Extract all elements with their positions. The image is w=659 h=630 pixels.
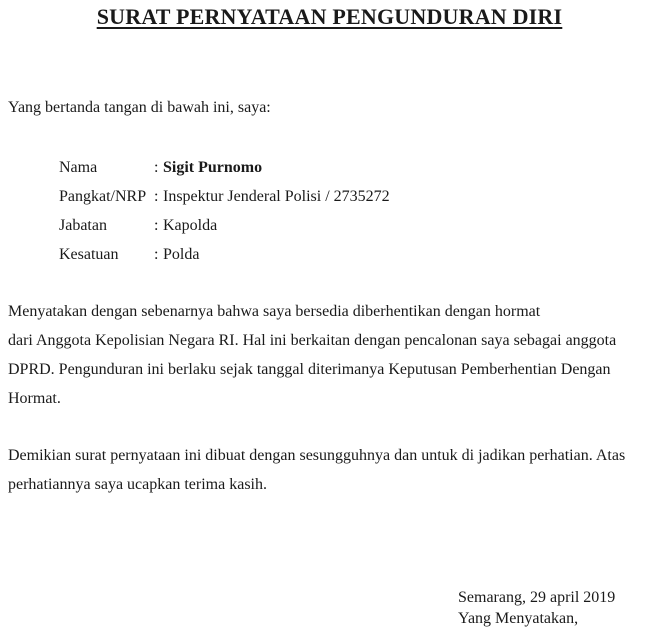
signature-block xyxy=(458,587,615,629)
field-value-position: Kapolda xyxy=(163,217,218,234)
field-label: Kesatuan xyxy=(59,246,119,263)
document-title: SURAT PERNYATAAN PENGUNDURAN DIRI xyxy=(96,4,563,29)
field-separator: : xyxy=(154,188,159,205)
field-value-rank: Inspektur Jenderal Polisi / 2735272 xyxy=(163,188,390,205)
statement-paragraph xyxy=(8,297,656,413)
field-row-name xyxy=(59,157,390,186)
field-separator: : xyxy=(154,246,159,263)
paragraph-line: Demikian surat pernyataan ini dibuat dengan sesungguhnya dan untuk di jadikan perhatian. Atas xyxy=(8,447,626,464)
intro-text: Yang bertanda tangan di bawah ini, saya: xyxy=(8,99,271,116)
field-separator: : xyxy=(154,159,159,176)
closing-paragraph xyxy=(8,441,656,499)
identity-fields xyxy=(59,157,390,273)
signature-place-date: Semarang, 29 april 2019 xyxy=(458,589,616,606)
field-label: Pangkat/NRP xyxy=(59,188,147,205)
field-row-position xyxy=(59,215,390,244)
field-label: Nama xyxy=(59,159,98,176)
paragraph-line: Hormat. xyxy=(8,390,61,407)
field-value-name: Sigit Purnomo xyxy=(163,159,263,176)
paragraph-line: perhatiannya saya ucapkan terima kasih. xyxy=(8,476,267,493)
paragraph-line: dari Anggota Kepolisian Negara RI. Hal ini berkaitan dengan pencalonan saya sebagai anggota xyxy=(8,332,617,349)
field-separator: : xyxy=(154,217,159,234)
field-row-unit xyxy=(59,244,390,273)
field-label: Jabatan xyxy=(59,217,107,234)
paragraph-line: DPRD. Pengunduran ini berlaku sejak tanggal diterimanya Keputusan Pemberhentian Dengan xyxy=(8,361,611,378)
signature-closing: Yang Menyatakan, xyxy=(458,610,579,627)
field-row-rank xyxy=(59,186,390,215)
field-value-unit: Polda xyxy=(163,246,200,263)
paragraph-line: Menyatakan dengan sebenarnya bahwa saya bersedia diberhentikan dengan hormat xyxy=(8,303,541,320)
